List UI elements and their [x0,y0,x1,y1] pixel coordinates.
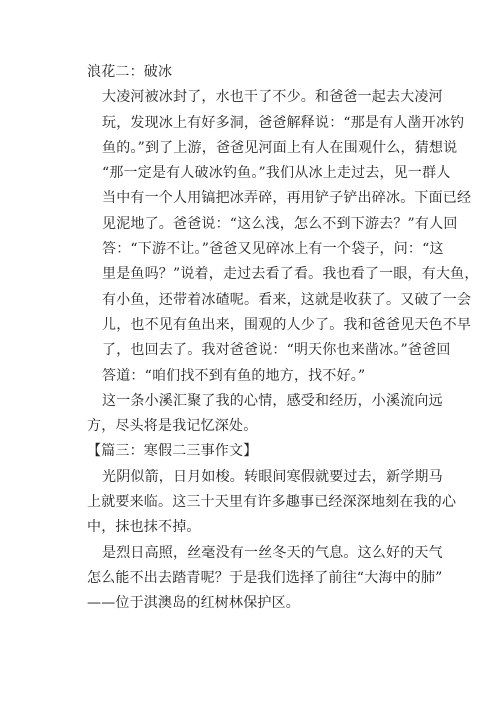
paragraph-1-line: “那一定是有人破冰钓鱼。”我们从冰上走过去，见一群人 [102,165,451,182]
paragraph-1-line: 里是鱼吗？”说着，走过去看了看。我也看了一眼，有大鱼， [102,266,479,283]
section-title: 浪花二：破冰 [87,64,173,80]
paragraph-1-line: 见泥地了。爸爸说：“这么浅，怎么不到下游去？”有人回 [102,215,458,232]
paragraph-1-line: 答道：“咱们找不到有鱼的地方，找不好。” [102,367,366,384]
document-body [87,60,479,617]
paragraph-2-line: 方，尽头将是我记忆深处。 [87,418,258,435]
paragraph-3-line: 中，抹也抹不掉。 [87,519,201,536]
paragraph-1-line: 有小鱼，还带着冰碴呢。看来，这就是收获了。又破了一会 [102,291,472,308]
paragraph-2-line: 这一条小溪汇聚了我的心情，感受和经历，小溪流向远 [102,392,443,409]
paragraph-1-line: 玩，发现冰上有好多洞，爸爸解释说：“那是有人凿开冰钓 [102,114,465,131]
paragraph-3-line: 光阴似箭，日月如梭。转眼间寒假就要过去，新学期马 [102,468,443,485]
paragraph-1-line: 儿，也不见有鱼出来，围观的人少了。我和爸爸见天色不早 [102,316,472,333]
paragraph-2 [87,389,443,440]
paragraph-3-line: 上就要来临。这三十天里有许多趣事已经深深地刻在我的心 [87,494,457,511]
paragraph-1-line: 了，也回去了。我对爸爸说：“明天你也来凿冰。”爸爸回 [102,342,451,359]
article-heading [87,439,430,464]
paragraph-4-line: 是烈日高照，丝毫没有一丝冬天的气息。这么好的天气 [102,544,443,561]
paragraph-4 [87,541,443,617]
article-heading-text: 【篇三：寒假二三事作文】 [87,443,258,460]
paragraph-1-line: 当中有一个人用镐把冰弄碎，再用铲子铲出碎冰。下面已经 [102,190,472,207]
paragraph-4-line: 怎么能不出去踏青呢？于是我们选择了前往“大海中的肺” [87,569,443,586]
paragraph-1 [87,85,479,389]
paragraph-1-line: 鱼的。”到了上游，爸爸见河面上有人在围观什么，猜想说 [102,139,458,156]
paragraph-3 [87,465,457,541]
paragraph-4-line: ——位于淇澳岛的红树林保护区。 [87,595,300,612]
paragraph-1-line: 答：“下游不让。”爸爸又见碎冰上有一个袋子，问：“这 [102,241,444,258]
paragraph-1-line: 大凌河被冰封了，水也干了不少。和爸爸一起去大凌河 [102,89,443,106]
